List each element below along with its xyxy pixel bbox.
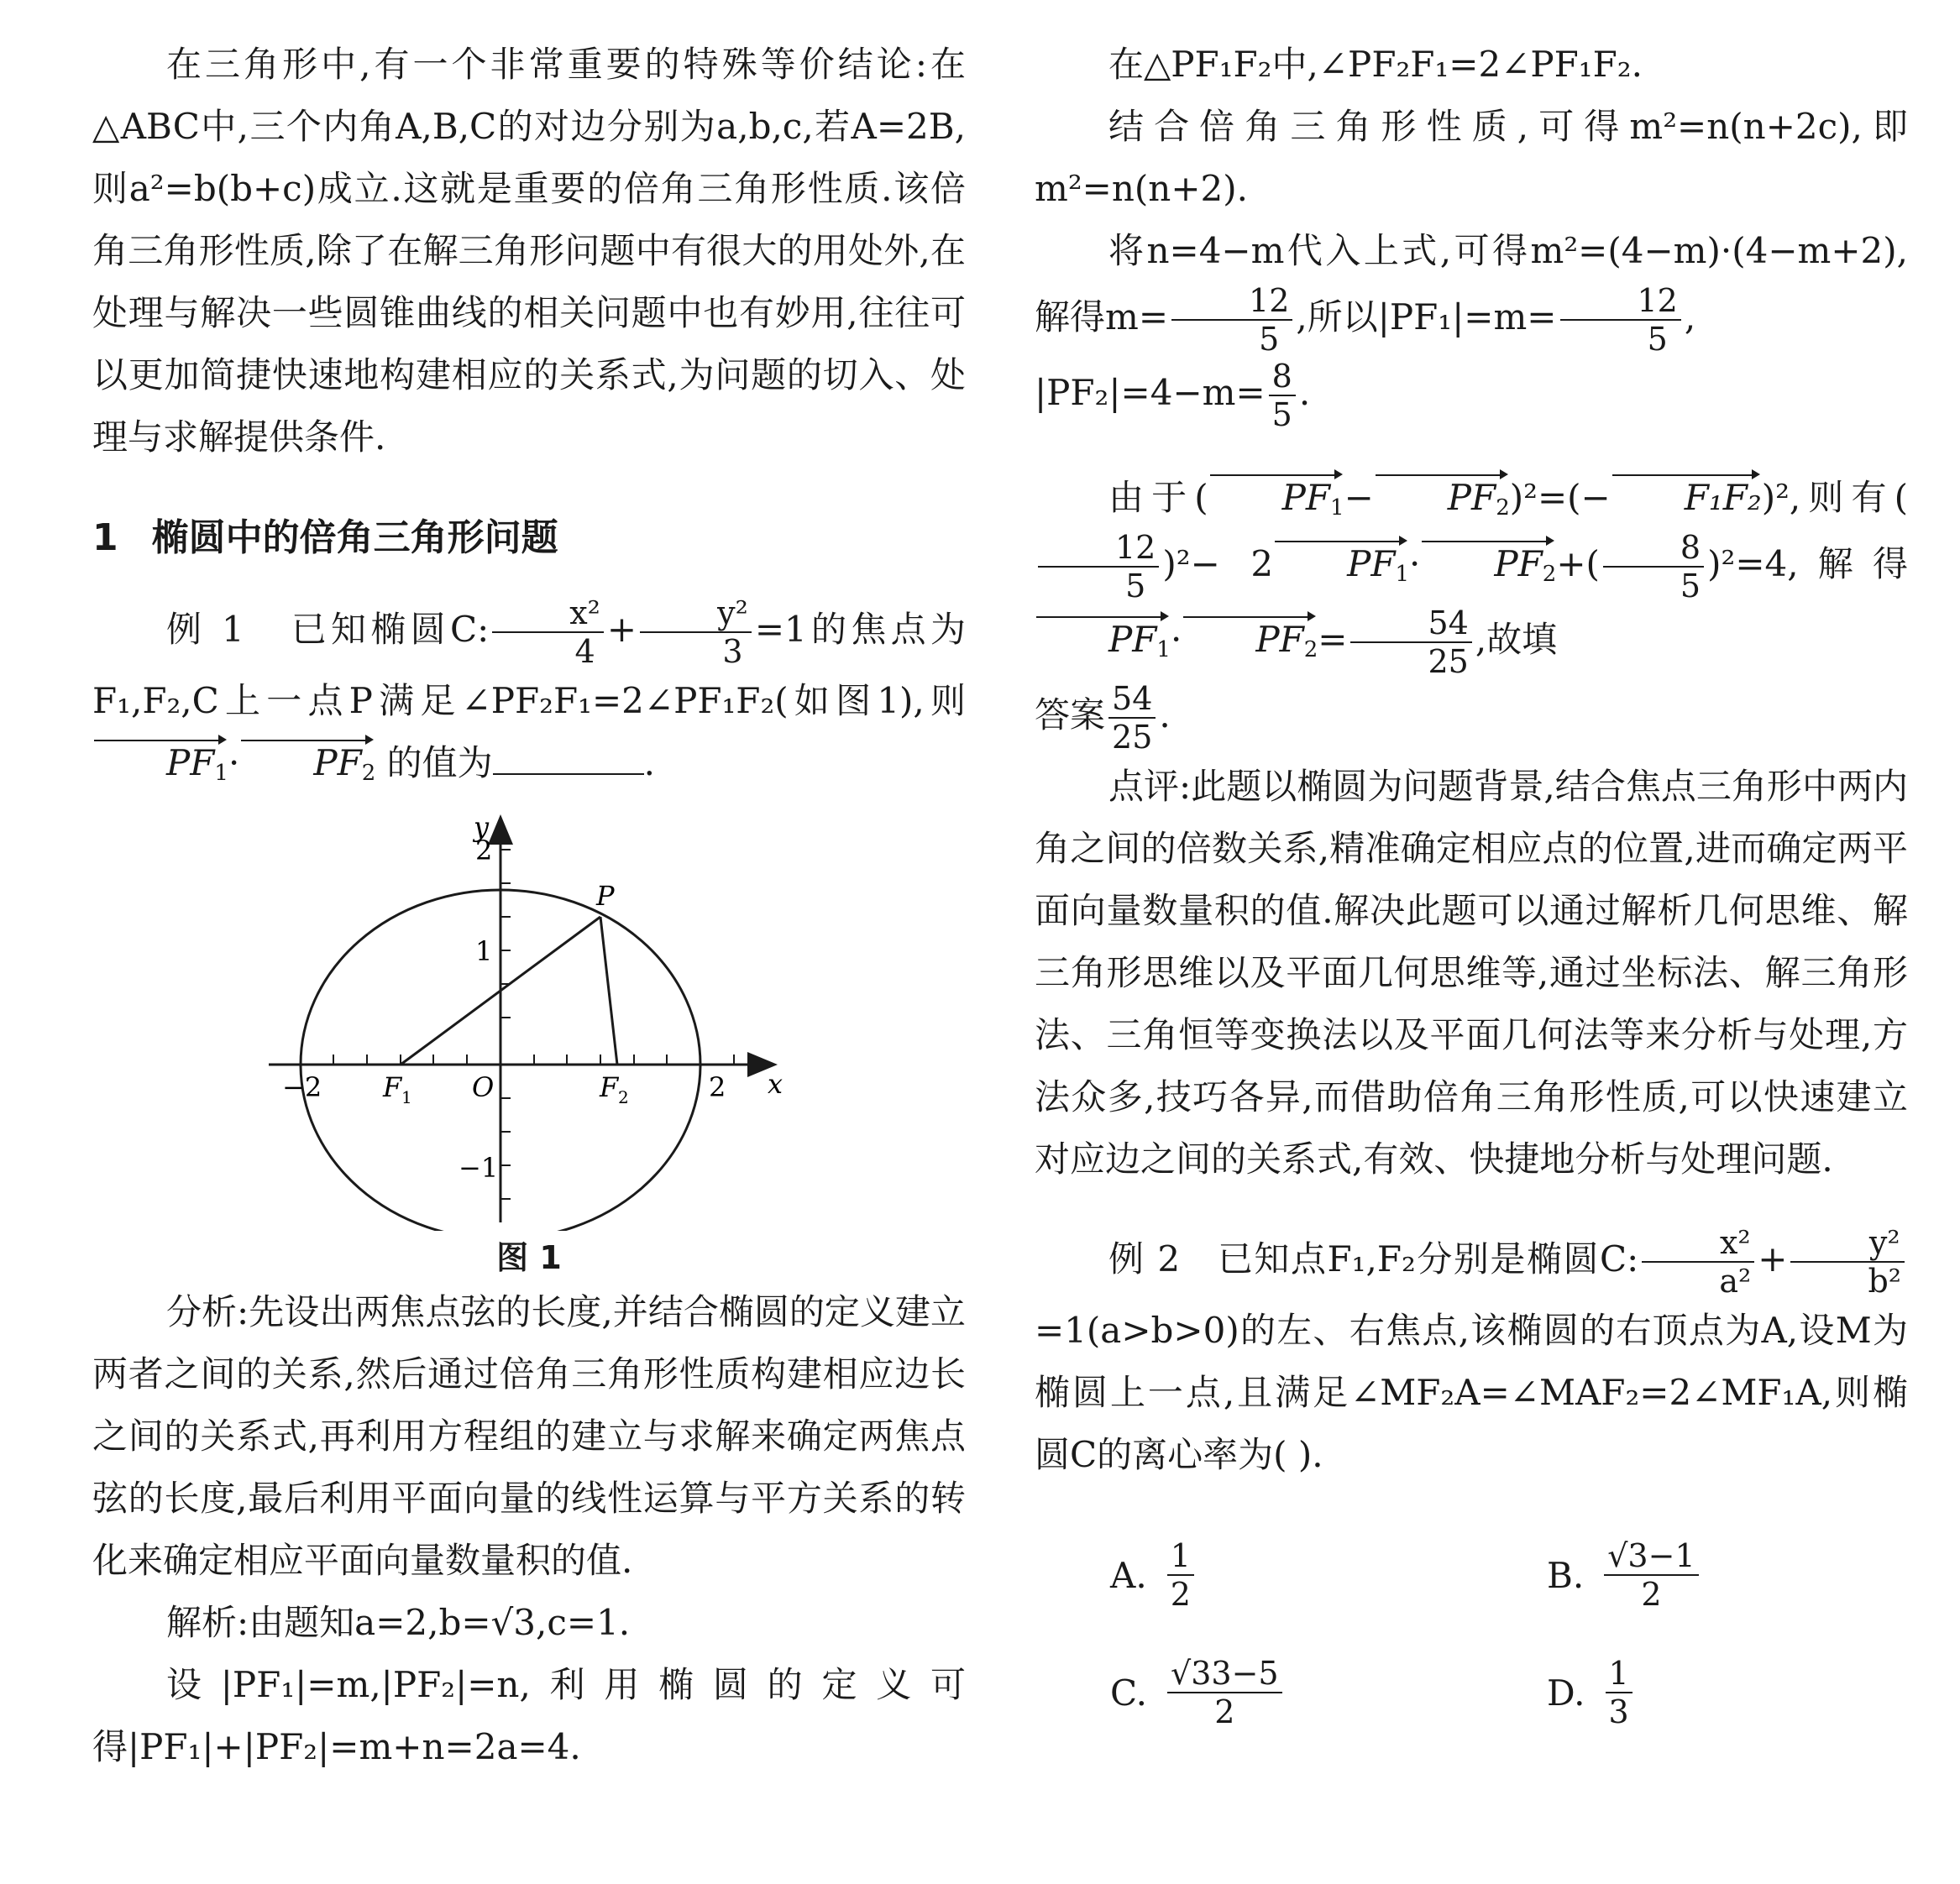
frac-8-5: $\frac{8}{5}$ — [1269, 358, 1296, 433]
example-1-text-b: =1的焦点为F₁,F₂,C上一点P满足∠PF₂F₁=2∠PF₁F₂(如图1),则 — [92, 609, 966, 721]
plus-sign: + — [606, 609, 637, 650]
analysis-paragraph: 分析:先设出两焦点弦的长度,并结合椭圆的定义建立两者之间的关系,然后通过倍角三角形性质构建相应边长之间的关系式,再利用方程组的建立与求解来确定两焦点弦的长度,最后利用平面向量的线性运算与平方关系的转化来确定相应平面向量数量积的值. — [92, 1291, 966, 1581]
example-1: 例 1 已知椭圆C: $\frac{\text{x²}}{4}$ + $\frac{\text{y²}}{3}$ =1的焦点为F₁,F₂,C上一点P满足∠PF₂F₁=2∠PF₁F₂(如图1),则 $PF_1\cdot PF_2$ 的值为 . — [92, 594, 966, 794]
vector-pf1: $PF_1$ — [92, 736, 228, 790]
label-p: P — [596, 880, 615, 912]
example-1-text-a: 已知椭圆C: — [291, 609, 490, 650]
frac-12-5-c: $\frac{12}{5}$ — [1038, 529, 1159, 604]
x-ticks — [301, 1055, 734, 1065]
right-line-7: 答案 $\frac{54}{25}$ . — [1035, 680, 1171, 756]
frac-y2-b2: $\frac{\text{y²}}{\text{b²}}$ — [1790, 1224, 1905, 1300]
frac-54-25-b: $\frac{54}{25}$ — [1108, 680, 1156, 756]
vec-pf2-c: $PF_2$ — [1182, 613, 1318, 667]
comment-paragraph: 点评:此题以椭圆为问题背景,结合焦点三角形中两内角之间的倍数关系,精准确定相应点的位置,进而确定两平面向量数量积的值.解决此题可以通过解析几何思维、解三角形思维以及平面几何思维等,通过坐标法、解三角形法、三角恒等变换法以及平面几何法等来分析与处理,方法众多,技巧各异,而借助倍角三角形性质,可以快速建立对应边之间的关系式,有效、快捷地分析与处理问题. — [1035, 766, 1908, 1180]
right-line-2: 结合倍角三角形性质,可得m²=n(n+2c),即m²=n(n+2). — [1035, 106, 1908, 209]
example-2-label: 例 2 — [1108, 1238, 1181, 1280]
option-b[interactable]: B. $\frac{√3-1}{2}$ — [1471, 1537, 1908, 1613]
vec-pf2-b: $PF_2$ — [1420, 537, 1556, 591]
label-f1: F — [383, 1071, 402, 1103]
vector-pf2: $PF_2$ — [239, 736, 375, 790]
right-line-4: |PF₂|=4−m= $\frac{8}{5}$ . — [1035, 358, 1311, 433]
right-line-1: 在△PF₁F₂中,∠PF₂F₁=2∠PF₁F₂. — [1108, 44, 1643, 85]
figure-1 — [260, 811, 798, 1281]
label-origin: O — [472, 1071, 495, 1103]
vec-f1f2: F₁F₂ — [1611, 471, 1762, 515]
frac-12-5-b: $\frac{12}{5}$ — [1560, 282, 1681, 358]
tick-label-xm2: −2 — [282, 1071, 322, 1103]
y-ticks — [500, 850, 511, 1199]
answer-blank — [493, 748, 644, 775]
vec-pf1-b: $PF_1$ — [1273, 537, 1409, 591]
label-f1-sub: 1 — [401, 1087, 412, 1107]
example-1-text-c: 的值为 — [386, 742, 493, 783]
example-1-label: 例 1 — [166, 609, 244, 650]
figure-caption: 图 1 — [496, 1239, 562, 1276]
option-c[interactable]: C. $\frac{√33-5}{2}$ — [1035, 1655, 1471, 1730]
frac-x2-4: $\frac{\text{x²}}{4}$ — [492, 594, 604, 670]
vec-pf1-a: $PF_1$ — [1208, 471, 1344, 525]
section-number: 1 — [92, 516, 118, 559]
right-line-3: 将n=4−m代入上式,可得m²=(4−m)·(4−m+2),解得m= $\frac{12}{5}$ ,所以|PF₁|=m= $\frac{12}{5}$ , — [1035, 230, 1908, 358]
vec-pf1-c: $PF_1$ — [1035, 613, 1171, 667]
option-d[interactable]: D. $\frac{1}{3}$ — [1471, 1655, 1908, 1730]
label-x: x — [768, 1068, 783, 1100]
left-column — [92, 34, 966, 1778]
tick-label-x2: 2 — [709, 1071, 726, 1103]
frac-54-25: $\frac{54}{25}$ — [1350, 604, 1471, 680]
frac-8-5-b: $\frac{8}{5}$ — [1603, 529, 1704, 604]
example-2: 例 2 已知点F₁,F₂分别是椭圆C: $\frac{\text{x²}}{\text{a²}}$ + $\frac{\text{y²}}{\text{b²}}$ =1(a>b>0)的左、右焦点,该椭圆的右顶点为A,设M为椭圆上一点,且满足∠MF₂A=∠MAF₂=2∠MF₁A,则椭圆C的离心率为( ). — [1035, 1224, 1908, 1475]
solution-line-1: 解析:由题知a=2,b=√3,c=1. — [166, 1602, 631, 1643]
frac-12-5: $\frac{12}{5}$ — [1171, 282, 1292, 358]
intro-paragraph: 在三角形中,有一个非常重要的特殊等价结论:在△ABC中,三个内角A,B,C的对边分别为a,b,c,若A=2B,则a²=b(b+c)成立.这就是重要的倍角三角形性质.该倍角三角形性质,除了在解三角形问题中有很大的用处外,在处理与解决一些圆锥曲线的相关问题中也有妙用,往往可以更加简捷快速地构建相应的关系式,为问题的切入、处理与求解提供条件. — [92, 44, 966, 458]
frac-y2-3: $\frac{\text{y²}}{3}$ — [640, 594, 752, 670]
option-row-1 — [1035, 1516, 1908, 1634]
segment-pf2 — [600, 917, 617, 1065]
tick-label-ym1: −1 — [459, 1152, 499, 1184]
option-row-2 — [1035, 1634, 1908, 1751]
right-line-5: 由于( $PF_1- PF_2)^2=(- F_1F_2)^2$,则有( $\frac{12}{5}$ )²− 2 $PF_1\cdot PF_2+$( $\frac{8}{5}$ )²=4,解得$PF_1\cdot PF_2=$ $\frac{54}{25}$ ,故填 — [1035, 467, 1908, 680]
tick-label-y1: 1 — [475, 935, 493, 967]
answer-options — [1035, 1516, 1908, 1751]
section-heading — [92, 507, 966, 569]
ellipse-diagram — [260, 811, 798, 1231]
vec-pf2-a: $PF_2$ — [1374, 471, 1510, 525]
tick-label-y2: 2 — [475, 835, 493, 866]
frac-x2-a2: $\frac{\text{x²}}{\text{a²}}$ — [1642, 1224, 1754, 1300]
option-a[interactable]: A. $\frac{1}{2}$ — [1035, 1537, 1471, 1613]
solution-line-2: 设|PF₁|=m,|PF₂|=n,利用椭圆的定义可得|PF₁|+|PF₂|=m+n=2a=4. — [92, 1664, 966, 1767]
section-title: 椭圆中的倍角三角形问题 — [151, 516, 558, 559]
label-y: y — [474, 811, 490, 843]
label-f2-sub: 2 — [618, 1087, 629, 1107]
label-f2: F — [600, 1071, 619, 1103]
right-column — [1035, 34, 1908, 1751]
